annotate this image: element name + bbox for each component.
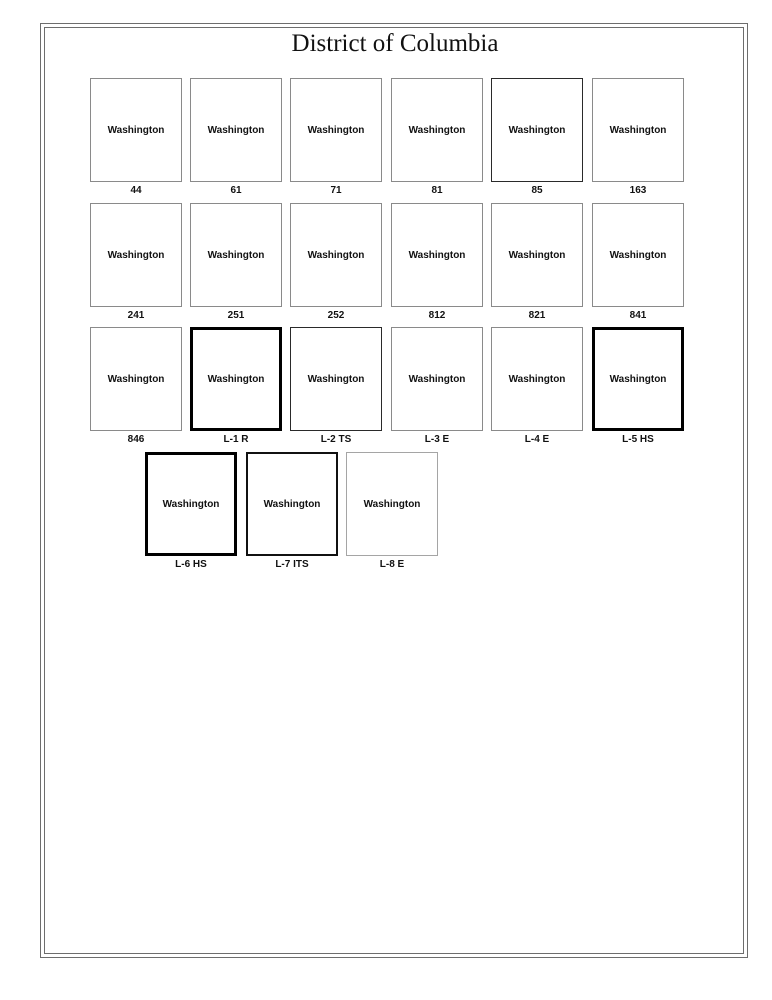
stamp-name: Washington [508, 373, 566, 385]
stamp-box[interactable] [190, 78, 282, 182]
stamp-box[interactable] [145, 452, 237, 556]
stamp-label: 846 [127, 434, 145, 445]
stamp-label: 163 [629, 185, 647, 196]
stamp-cell[interactable] [592, 327, 684, 447]
stamp-label: L-8 E [379, 559, 405, 570]
stamp-name: Washington [508, 249, 566, 261]
stamp-cell[interactable] [90, 327, 182, 447]
stamp-name: Washington [508, 124, 566, 136]
stamp-box[interactable] [290, 203, 382, 307]
stamp-name: Washington [408, 373, 466, 385]
stamp-box[interactable] [491, 203, 583, 307]
stamp-label: 44 [130, 185, 142, 196]
stamp-label: 821 [528, 310, 546, 321]
stamp-name: Washington [107, 249, 165, 261]
stamp-label: L-4 E [524, 434, 550, 445]
stamp-cell[interactable] [290, 327, 382, 447]
stamp-cell[interactable] [90, 78, 182, 198]
stamp-name: Washington [609, 249, 667, 261]
stamp-label: L-3 E [424, 434, 450, 445]
stamp-cell[interactable] [290, 78, 382, 198]
stamp-label: 71 [330, 185, 342, 196]
stamp-label: 251 [227, 310, 245, 321]
stamp-cell[interactable] [145, 452, 237, 572]
stamp-cell[interactable] [90, 203, 182, 323]
stamp-cell[interactable] [592, 203, 684, 323]
stamp-name: Washington [408, 249, 466, 261]
stamp-name: Washington [207, 249, 265, 261]
stamp-box[interactable] [246, 452, 338, 556]
stamp-label: 85 [531, 185, 543, 196]
stamp-box[interactable] [190, 327, 282, 431]
stamp-name: Washington [307, 124, 365, 136]
stamp-name: Washington [307, 249, 365, 261]
stamp-name: Washington [107, 373, 165, 385]
stamp-cell[interactable] [290, 203, 382, 323]
stamp-label: 241 [127, 310, 145, 321]
stamp-cell[interactable] [346, 452, 438, 572]
stamp-name: Washington [263, 498, 321, 510]
stamp-cell[interactable] [491, 327, 583, 447]
stamp-name: Washington [207, 373, 265, 385]
stamp-cell[interactable] [190, 327, 282, 447]
stamp-cell[interactable] [491, 203, 583, 323]
stamp-box[interactable] [90, 78, 182, 182]
stamp-label: 812 [428, 310, 446, 321]
stamp-cell[interactable] [391, 327, 483, 447]
stamp-box[interactable] [391, 203, 483, 307]
stamp-box[interactable] [290, 327, 382, 431]
stamp-cell[interactable] [246, 452, 338, 572]
stamp-name: Washington [107, 124, 165, 136]
stamp-cell[interactable] [592, 78, 684, 198]
stamp-cell[interactable] [391, 78, 483, 198]
stamp-box[interactable] [90, 327, 182, 431]
stamp-name: Washington [408, 124, 466, 136]
stamp-label: 61 [230, 185, 242, 196]
page-title: District of Columbia [291, 30, 499, 57]
stamp-label: L-6 HS [175, 559, 207, 570]
stamp-label: L-5 HS [622, 434, 654, 445]
stamp-name: Washington [207, 124, 265, 136]
stamp-box[interactable] [290, 78, 382, 182]
stamp-box[interactable] [592, 327, 684, 431]
stamp-box[interactable] [491, 327, 583, 431]
stamp-label: L-2 TS [320, 434, 352, 445]
stamp-label: L-7 ITS [275, 559, 309, 570]
stamp-name: Washington [307, 373, 365, 385]
stamp-box[interactable] [346, 452, 438, 556]
stamp-box[interactable] [592, 203, 684, 307]
stamp-cell[interactable] [491, 78, 583, 198]
stamp-label: 252 [327, 310, 345, 321]
stamp-cell[interactable] [190, 203, 282, 323]
stamp-box[interactable] [391, 327, 483, 431]
stamp-box[interactable] [592, 78, 684, 182]
stamp-label: 841 [629, 310, 647, 321]
stamp-cell[interactable] [391, 203, 483, 323]
stamp-name: Washington [363, 498, 421, 510]
stamp-box[interactable] [491, 78, 583, 182]
stamp-box[interactable] [391, 78, 483, 182]
stamp-box[interactable] [190, 203, 282, 307]
stamp-label: L-1 R [223, 434, 249, 445]
stamp-name: Washington [609, 373, 667, 385]
stamp-label: 81 [431, 185, 443, 196]
stamp-box[interactable] [90, 203, 182, 307]
stamp-cell[interactable] [190, 78, 282, 198]
stamp-name: Washington [609, 124, 667, 136]
stamp-name: Washington [162, 498, 220, 510]
